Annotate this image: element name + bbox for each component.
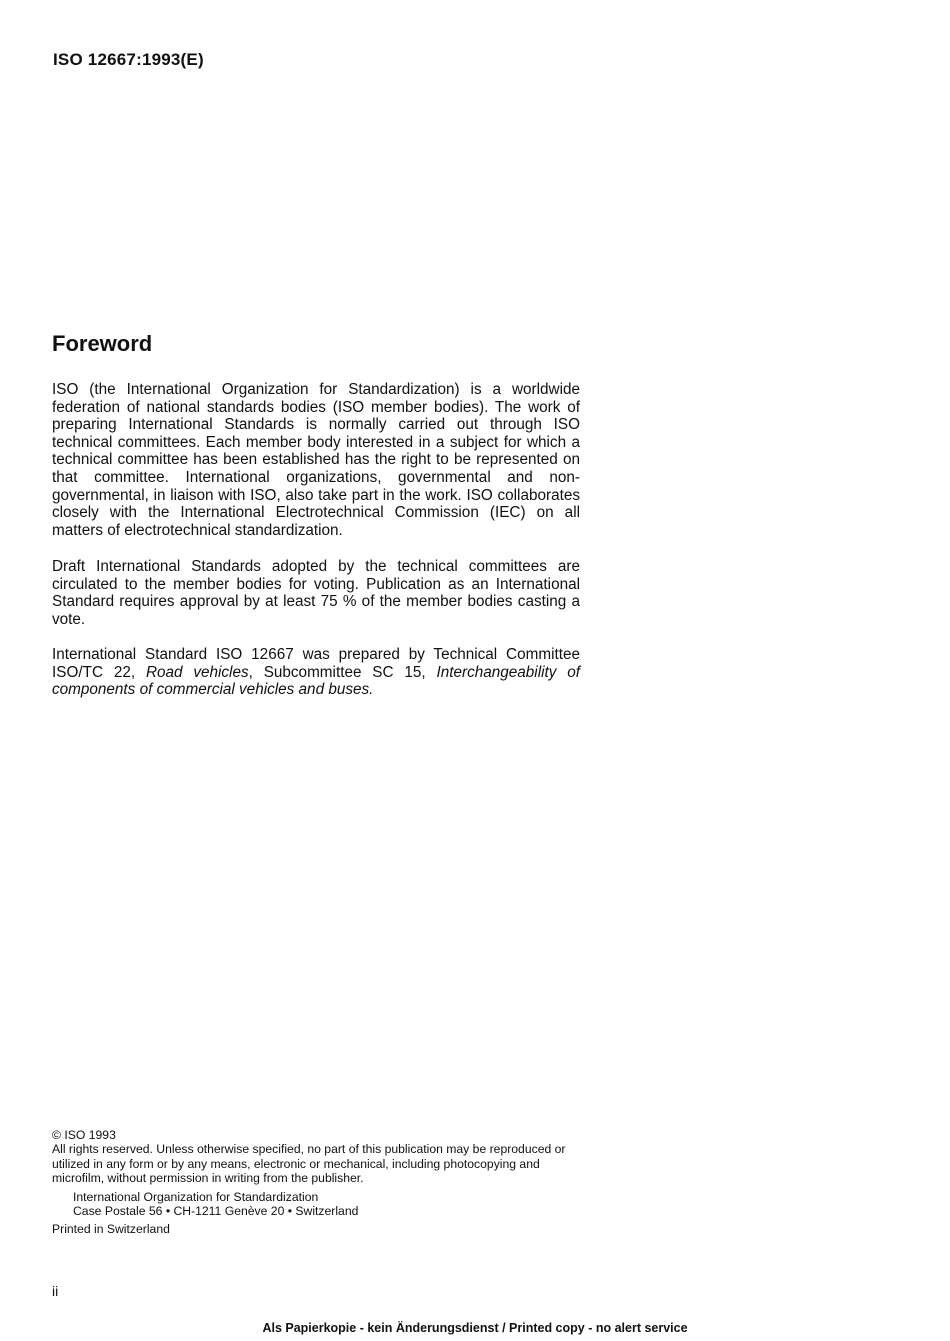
publisher-address xyxy=(52,1190,582,1219)
publisher-name: International Organization for Standardization xyxy=(73,1189,319,1204)
subcommittee-title-italic: Interchangeability of components of commercial vehicles and buses. xyxy=(52,663,580,699)
printed-location: Printed in Switzerland xyxy=(52,1222,170,1237)
footer-notice: Als Papierkopie - kein Änderungsdienst / Printed copy - no alert service xyxy=(262,1321,688,1335)
foreword-paragraph-1: ISO (the International Organization for Standardization) is a worldwide federation of national standards bodies (ISO member bodies). The work of preparing International Standards is normally carried out through ISO technical committees. Each member body interested in a subject for which a technical committee has been established has the right to be represented on that committee. International organizations, governmental and non-governmental, in liaison with ISO, also take part in the work. ISO collaborates closely with the International Electrotechnical Commission (IEC) on all matters of electrotechnical standardization. xyxy=(52,381,580,539)
committee-title-italic: Road vehicles xyxy=(145,663,249,681)
paragraph-3-text-a: International Standard ISO 12667 was prepared by Technical Committee ISO/TC 22, xyxy=(52,646,580,681)
page-number: ii xyxy=(52,1283,59,1299)
copyright-block xyxy=(52,1128,582,1237)
foreword-title: Foreword xyxy=(52,331,153,356)
foreword-paragraph-2: Draft International Standards adopted by the technical committees are circulated to the member bodies for voting. Publication as an International Standard requires approval by at least 75 % of the member bodies casting a vote. xyxy=(52,558,580,628)
copyright-rights: All rights reserved. Unless otherwise specified, no part of this publication may be reproduced or utilized in any form or by any means, electronic or mechanical, including photocopying and microfilm, without permission in writing from the publisher. xyxy=(52,1142,566,1186)
publisher-postal-address: Case Postale 56 • CH-1211 Genève 20 • Switzerland xyxy=(73,1204,359,1219)
document-reference: ISO 12667:1993(E) xyxy=(53,50,204,69)
foreword-paragraph-3 xyxy=(52,646,580,699)
paragraph-3-text-b: , Subcommittee SC 15, xyxy=(248,663,437,681)
copyright-notice: © ISO 1993 xyxy=(52,1128,116,1142)
